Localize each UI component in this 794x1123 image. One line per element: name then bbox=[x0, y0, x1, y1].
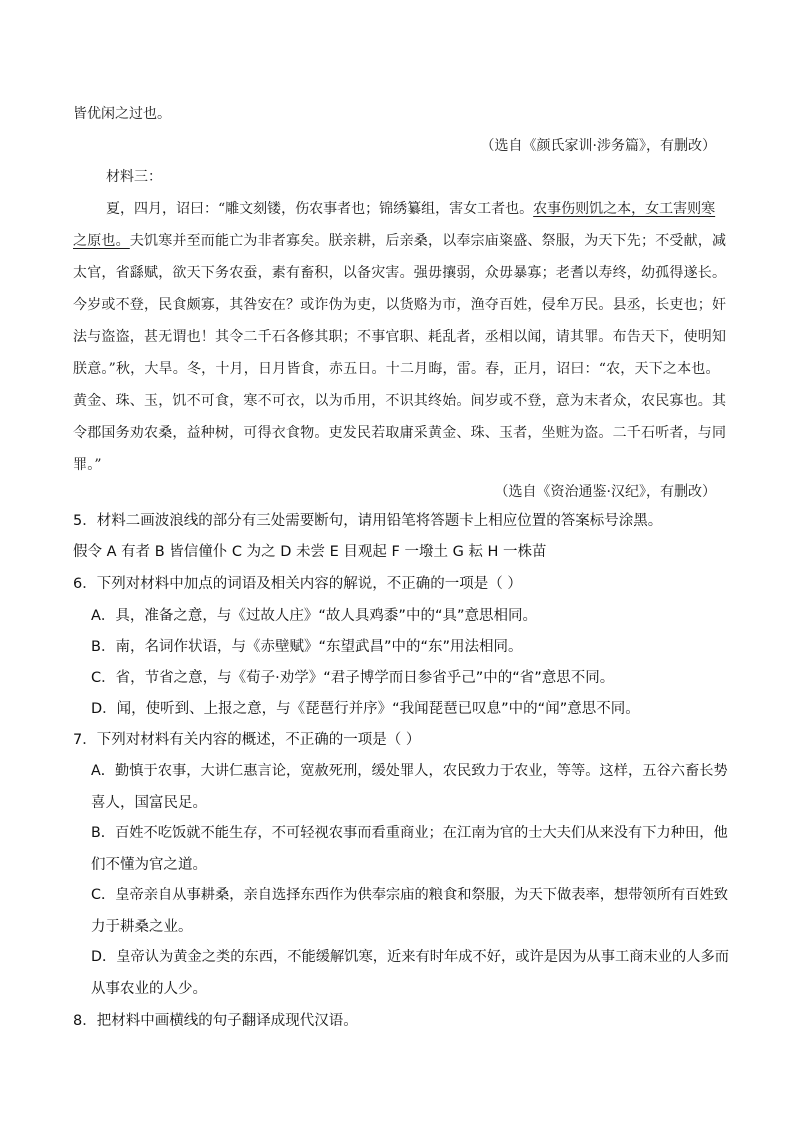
passage-line bbox=[106, 198, 715, 218]
passage-line: 皆优闲之过也。 bbox=[73, 106, 171, 122]
underlined-sentence: 之原也。 bbox=[73, 233, 130, 249]
question-7-option-a: A．勤慎于农事，大讲仁惠言论，宽赦死刑，缓处罪人，农民致力于农业，等等。这样，五谷六畜长势 bbox=[91, 763, 728, 779]
question-7-option-c-cont: 力于耕桑之业。 bbox=[91, 919, 193, 935]
passage-line: 太官，省繇赋，欲天下务农蚕，素有畜积，以备灾害。强毋攘弱，众毋暴寡；老耆以寿终，幼孤得遂长。 bbox=[73, 265, 727, 281]
question-7-option-d: D．皇帝认为黄金之类的东西，不能缓解饥寒，近来有时年成不好，或许是因为从事工商末业的人多而 bbox=[91, 949, 729, 965]
source-citation: （选自《资治通鉴·汉纪》，有删改） bbox=[494, 484, 716, 500]
question-8: 8．把材料中画横线的句子翻译成现代汉语。 bbox=[73, 1013, 358, 1029]
material-heading: 材料三： bbox=[106, 169, 162, 185]
passage-text: 夫饥寒并至而能亡为非者寡矣。朕亲耕，后亲桑，以奉宗庙粢盛、祭服，为天下先；不受献，减 bbox=[129, 233, 727, 249]
question-7-option-b-cont: 们不懂为官之道。 bbox=[91, 857, 207, 873]
question-6-option-c: C．省，节省之意，与《荀子·劝学》“君子博学而日参省乎己”中的“省”意思不同。 bbox=[91, 670, 615, 686]
passage-line bbox=[73, 230, 726, 250]
question-7-option-d-cont: 从事农业的人少。 bbox=[91, 981, 207, 997]
passage-line: 法与盗盗，甚无谓也！其令二千石各修其职；不事官职、耗乱者，丞相以闻，请其罪。布告天下，使明知 bbox=[73, 329, 727, 345]
passage-line: 黄金、珠、玉，饥不可食，寒不可衣，以为币用，不识其终始。间岁或不登，意为末者众，农民寡也。其 bbox=[73, 393, 727, 409]
passage-text: 夏，四月，诏曰：“雕文刻镂，伤农事者也；锦绣纂组，害女工者也。 bbox=[106, 201, 534, 217]
question-7-option-c: C．皇帝亲自从事耕桑，亲自选择东西作为供奉宗庙的粮食和祭服，为天下做表率，想带领所有百姓致 bbox=[91, 887, 728, 903]
underlined-sentence: 农事伤则饥之本，女工害则寒 bbox=[533, 201, 716, 217]
question-6: 6．下列对材料中加点的词语及相关内容的解说，不正确的一项是（ ） bbox=[73, 576, 522, 592]
passage-line: 今岁或不登，民食颇寡，其咎安在？或诈伪为吏，以货赂为市，渔夺百姓，侵牟万民。县丞，长吏也；奸 bbox=[73, 297, 727, 313]
passage-line: 朕意。”秋，大旱。冬，十月，日月皆食，赤五日。十二月晦，雷。春，正月，诏曰：“农，天下之本也。 bbox=[73, 361, 720, 377]
source-citation: （选自《颜氏家训·涉务篇》，有删改） bbox=[480, 138, 716, 154]
question-7: 7．下列对材料有关内容的概述，不正确的一项是（ ） bbox=[73, 732, 421, 748]
question-7-option-b: B．百姓不吃饭就不能生存，不可轻视农事而看重商业；在江南为官的士大夫们从来没有下力种田，他 bbox=[91, 825, 728, 841]
question-6-option-a: A．具，准备之意，与《过故人庄》“故人具鸡黍”中的“具”意思相同。 bbox=[91, 608, 537, 624]
question-7-option-a-cont: 喜人，国富民足。 bbox=[91, 795, 207, 811]
question-5: 5．材料二画波浪线的部分有三处需要断句，请用铅笔将答题卡上相应位置的答案标号涂黑。 bbox=[73, 513, 663, 529]
question-6-option-d: D．闻，使听到、上报之意，与《琵琶行并序》“我闻琵琶已叹息”中的“闻”意思不同。 bbox=[91, 701, 640, 717]
question-5-options: 假令 A 有者 B 皆信僮仆 C 为之 D 未尝 E 目观起 F 一墢土 G 耘 H 一株苗 bbox=[73, 544, 547, 560]
passage-line: 令郡国务劝农桑，益种树，可得衣食物。吏发民若取庸采黄金、珠、玉者，坐赃为盗。二千石听者，与同 bbox=[73, 425, 727, 441]
question-6-option-b: B．南，名词作状语，与《赤壁赋》“东望武昌”中的“东”用法相同。 bbox=[91, 639, 523, 655]
passage-line: 罪。” bbox=[73, 457, 102, 473]
